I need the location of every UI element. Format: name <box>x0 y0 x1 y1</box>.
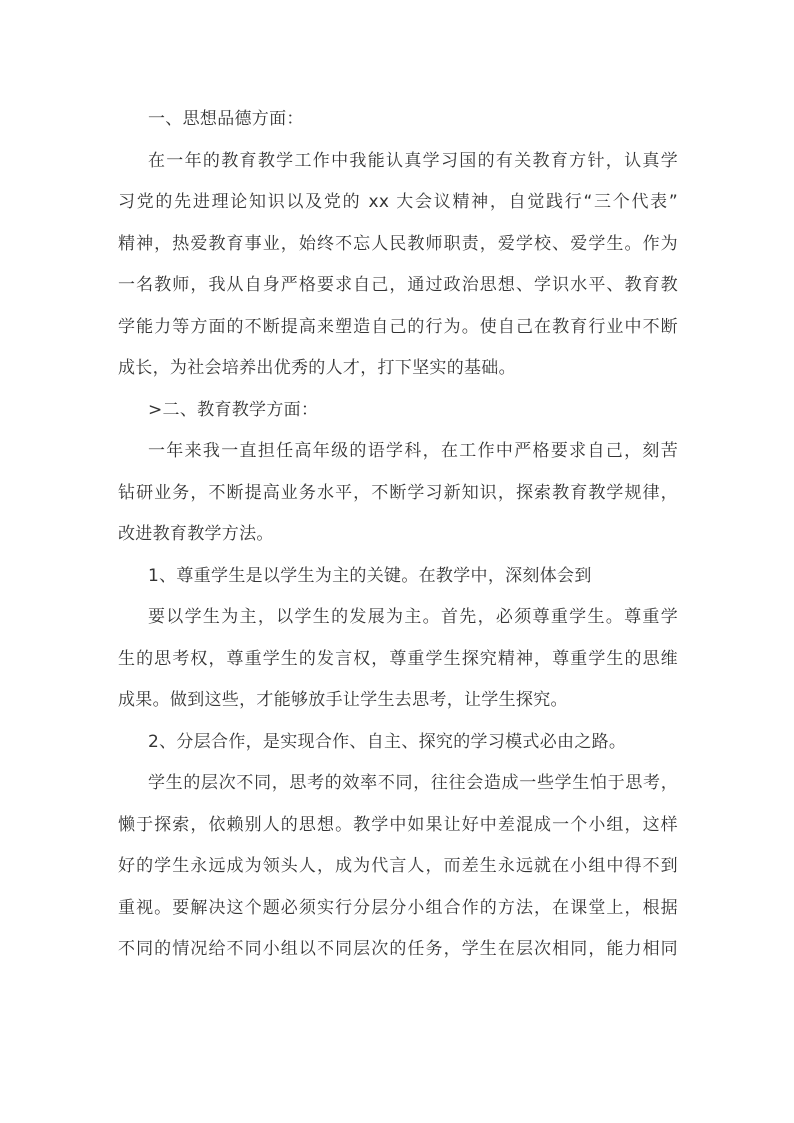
list-item-heading-1: 1、尊重学生是以学生为主的关键。在教学中，深刻体会到 <box>148 566 592 586</box>
paragraph-line: 精神，热爱教育事业，始终不忘人民教师职责，爱学校、爱学生。作为 <box>118 234 678 254</box>
paragraph-line: 学生的层次不同，思考的效率不同，往往会造成一些学生怕于思考， <box>148 773 678 793</box>
section-heading-moral: 一、思想品德方面： <box>148 109 304 129</box>
paragraph-line: 一名教师，我从自身严格要求自己，通过政治思想、学识水平、教育教 <box>118 275 678 295</box>
paragraph-line: 重视。要解决这个题必须实行分层分小组合作的方法，在课堂上，根据 <box>118 898 678 918</box>
paragraph-line: 习党的先进理论知识以及党的 xx 大会议精神，自觉践行“三个代表” <box>118 192 678 212</box>
paragraph-line: 钻研业务，不断提高业务水平，不断学习新知识，探索教育教学规律， <box>118 483 678 503</box>
paragraph-line: 在一年的教育教学工作中我能认真学习国的有关教育方针，认真学 <box>148 151 678 171</box>
paragraph-line: 生的思考权，尊重学生的发言权，尊重学生探究精神，尊重学生的思维 <box>118 649 678 669</box>
paragraph-line: 好的学生永远成为领头人，成为代言人，而差生永远就在小组中得不到 <box>118 856 678 876</box>
paragraph-line: 不同的情况给不同小组以不同层次的任务，学生在层次相同，能力相同 <box>118 939 678 959</box>
paragraph-line: 改进教育教学方法。 <box>118 524 274 544</box>
section-heading-teaching: >二、教育教学方面： <box>148 400 319 420</box>
paragraph-line: 成长，为社会培养出优秀的人才，打下坚实的基础。 <box>118 358 516 378</box>
paragraph-line: 一年来我一直担任高年级的语学科，在工作中严格要求自己，刻苦 <box>148 441 678 461</box>
paragraph-line: 学能力等方面的不断提高来塑造自己的行为。使自己在教育行业中不断 <box>118 317 678 337</box>
list-item-heading-2: 2、分层合作，是实现合作、自主、探究的学习模式必由之路。 <box>148 732 627 752</box>
paragraph-line: 懒于探索，依赖别人的思想。教学中如果让好中差混成一个小组，这样 <box>118 815 678 835</box>
paragraph-line: 成果。做到这些，才能够放手让学生去思考，让学生探究。 <box>118 690 568 710</box>
paragraph-line: 要以学生为主，以学生的发展为主。首先，必须尊重学生。尊重学 <box>148 607 678 627</box>
